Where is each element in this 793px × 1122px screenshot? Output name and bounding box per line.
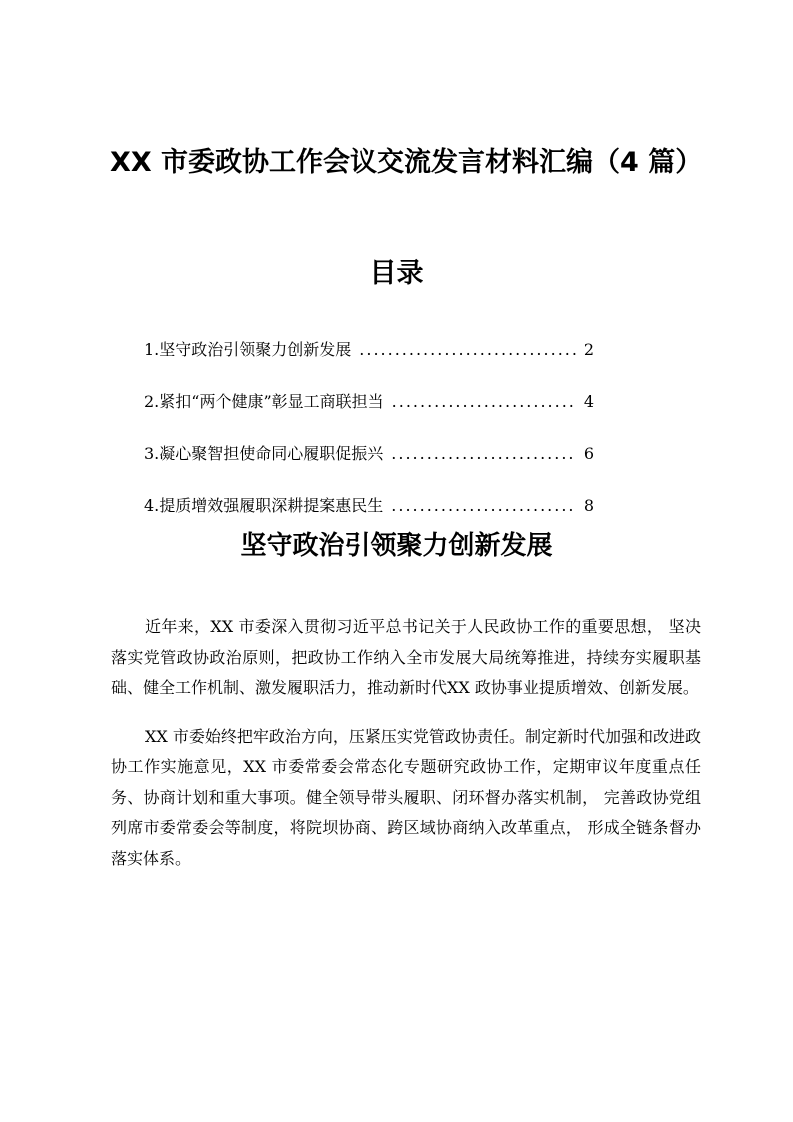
- body-paragraph: 近年来，XX 市委深入贯彻习近平总书记关于人民政协工作的重要思想， 坚决落实党管政协政治原则，把政协工作纳入全市发展大局统筹推进，持续夯实履职基础、健全工作机制、激发履职活力，推动新时代XX 政协事业提质增效、创新发展。: [111, 617, 701, 697]
- toc-entry-text: 紧扣“两个健康”彰显工商联担当: [159, 392, 384, 411]
- toc-entry-page: 4: [583, 392, 594, 411]
- toc-entry-number: 4.: [144, 496, 160, 515]
- toc-entry-number: 2.: [144, 392, 160, 411]
- body-paragraph: XX 市委始终把牢政治方向，压紧压实党管政协责任。制定新时代加强和改进政协工作实施意见，XX 市委常委会常态化专题研究政协工作，定期审议年度重点任务、协商计划和重大事项。健全领导带头履职、闭环督办落实机制， 完善政协党组列席市委常委会等制度，将院坝协商、跨区域协商纳入改革重点， 形成全链条督办落实体系。: [111, 726, 701, 868]
- toc-entry-text: 凝心聚智担使命同心履职促振兴: [159, 444, 384, 463]
- toc-dot-leader: [391, 492, 576, 520]
- toc-entry-page: 8: [583, 496, 594, 515]
- body-text: [111, 612, 701, 892]
- toc-entry-text: 坚守政治引领聚力创新发展: [159, 340, 352, 359]
- toc-entry-page: 2: [583, 340, 594, 359]
- toc-entry[interactable]: [144, 336, 594, 388]
- toc-dot-leader: [391, 440, 576, 468]
- table-of-contents: [144, 336, 594, 544]
- toc-dot-leader: [392, 388, 576, 416]
- toc-dot-leader: [359, 336, 576, 364]
- toc-entry-number: 3.: [144, 444, 160, 463]
- toc-entry-number: 1.: [144, 340, 160, 359]
- toc-entry[interactable]: [144, 388, 594, 440]
- toc-heading: 目录: [369, 258, 424, 289]
- toc-entry[interactable]: [144, 440, 594, 492]
- toc-entry-text: 提质增效强履职深耕提案惠民生: [159, 496, 384, 515]
- document-title: XX 市委政协工作会议交流发言材料汇编（4 篇）: [110, 147, 703, 178]
- section-title: 坚守政治引领聚力创新发展: [240, 531, 553, 561]
- toc-entry-page: 6: [583, 444, 594, 463]
